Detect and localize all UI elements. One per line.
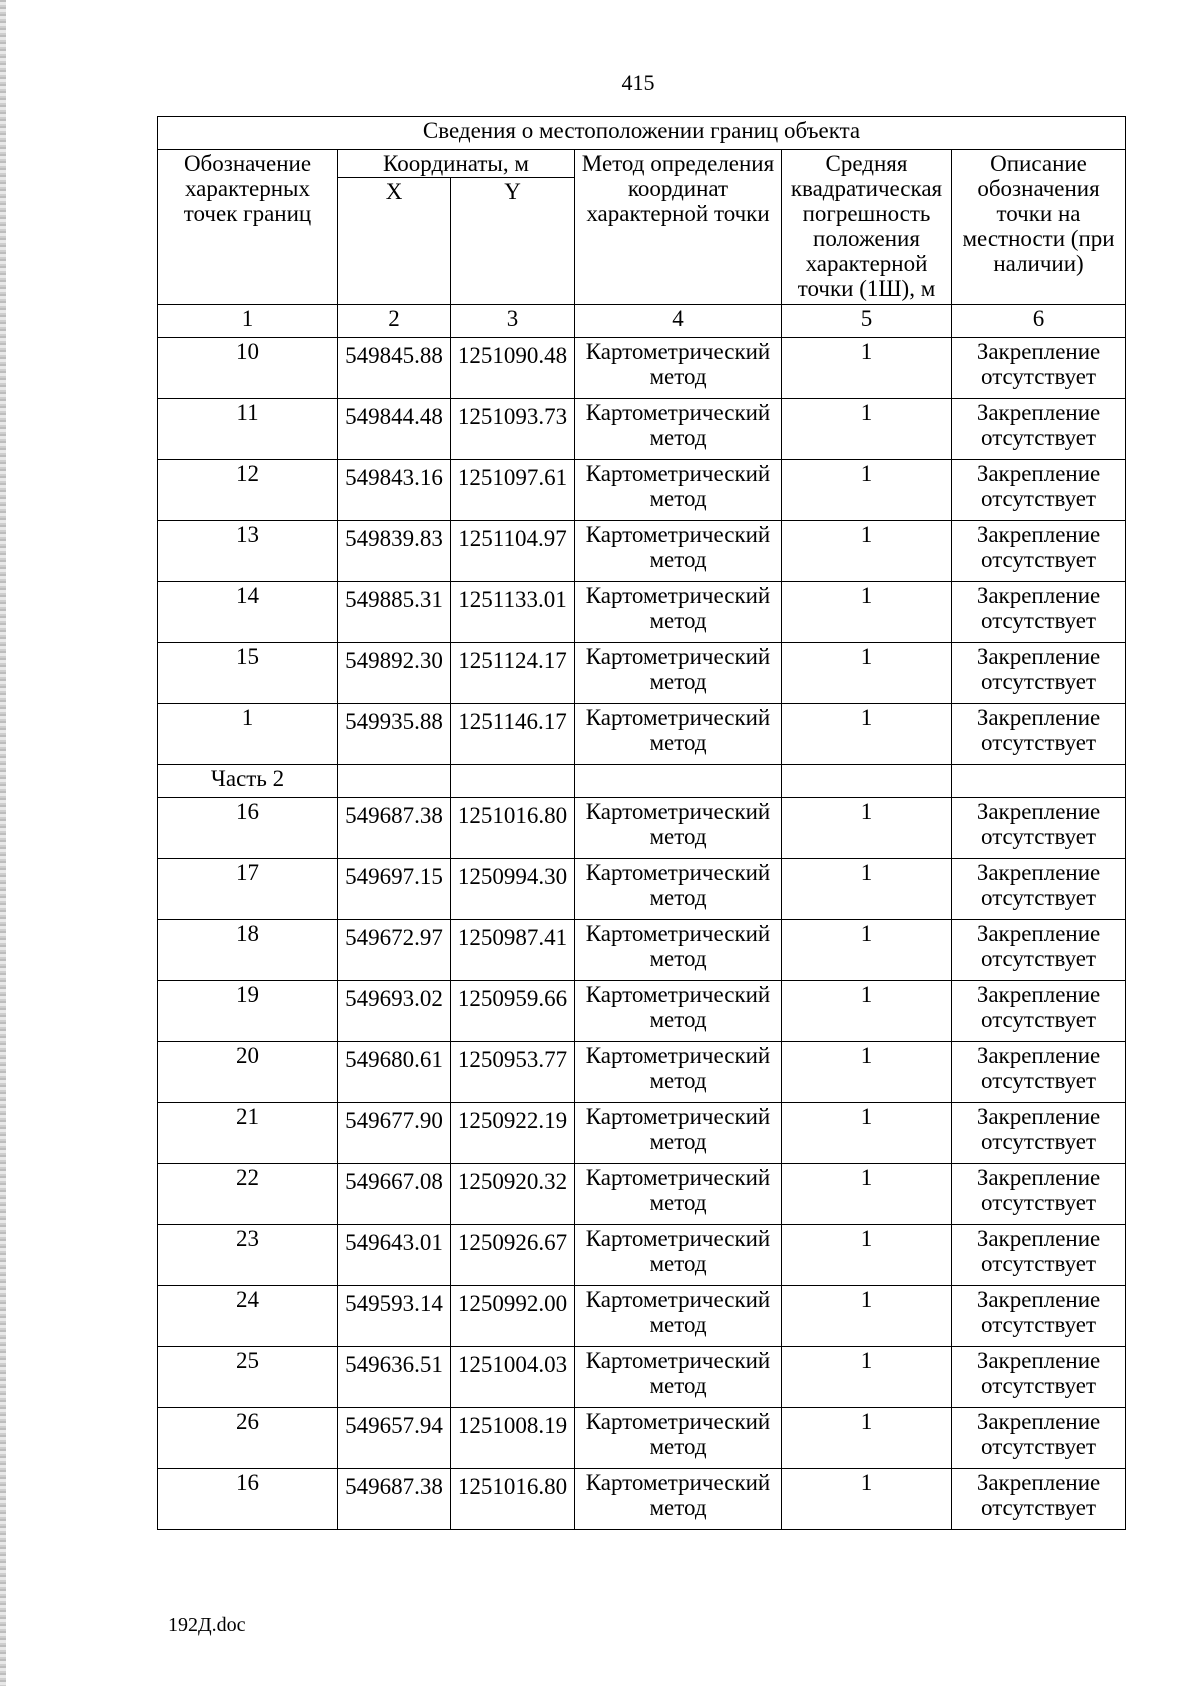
- description-cell: Закрепление отсутствует: [952, 1103, 1126, 1164]
- x-cell: 549935.88: [338, 704, 451, 765]
- table-row: [158, 399, 1126, 460]
- description-cell: Закрепление отсутствует: [952, 1225, 1126, 1286]
- error-cell: 1: [782, 920, 952, 981]
- point-cell: 22: [158, 1164, 338, 1225]
- x-cell: 549672.97: [338, 920, 451, 981]
- point-cell: 21: [158, 1103, 338, 1164]
- table-row: [158, 1286, 1126, 1347]
- column-number: 1: [158, 305, 338, 338]
- x-cell: 549687.38: [338, 798, 451, 859]
- y-cell: 1251016.80: [451, 798, 575, 859]
- point-cell: 1: [158, 704, 338, 765]
- method-cell: Картометрический метод: [575, 1042, 782, 1103]
- table-row: [158, 1347, 1126, 1408]
- boundary-coordinates-table: [157, 116, 1126, 1530]
- table-row: [158, 1225, 1126, 1286]
- point-cell: 26: [158, 1408, 338, 1469]
- point-cell: 23: [158, 1225, 338, 1286]
- table-row: [158, 1103, 1126, 1164]
- table-row: [158, 1408, 1126, 1469]
- empty-cell: [782, 765, 952, 798]
- y-cell: 1251133.01: [451, 582, 575, 643]
- y-cell: 1250992.00: [451, 1286, 575, 1347]
- header-mean-error: Средняя квадратическая погрешность положения характерной точки (1Ш), м: [782, 150, 952, 305]
- error-cell: 1: [782, 859, 952, 920]
- table-row: [158, 1042, 1126, 1103]
- x-cell: 549687.38: [338, 1469, 451, 1530]
- table-row: [158, 920, 1126, 981]
- y-cell: 1251097.61: [451, 460, 575, 521]
- x-cell: 549845.88: [338, 338, 451, 399]
- column-number: 2: [338, 305, 451, 338]
- table-row: [158, 643, 1126, 704]
- error-cell: 1: [782, 1408, 952, 1469]
- error-cell: 1: [782, 1164, 952, 1225]
- description-cell: Закрепление отсутствует: [952, 1286, 1126, 1347]
- error-cell: 1: [782, 981, 952, 1042]
- point-cell: 14: [158, 582, 338, 643]
- error-cell: 1: [782, 460, 952, 521]
- description-cell: Закрепление отсутствует: [952, 399, 1126, 460]
- column-numbers-row: [158, 305, 1126, 338]
- x-cell: 549843.16: [338, 460, 451, 521]
- error-cell: 1: [782, 399, 952, 460]
- method-cell: Картометрический метод: [575, 1103, 782, 1164]
- error-cell: 1: [782, 643, 952, 704]
- method-cell: Картометрический метод: [575, 643, 782, 704]
- point-cell: 12: [158, 460, 338, 521]
- error-cell: 1: [782, 1286, 952, 1347]
- point-cell: 16: [158, 1469, 338, 1530]
- error-cell: 1: [782, 582, 952, 643]
- description-cell: Закрепление отсутствует: [952, 704, 1126, 765]
- x-cell: 549892.30: [338, 643, 451, 704]
- method-cell: Картометрический метод: [575, 1164, 782, 1225]
- description-cell: Закрепление отсутствует: [952, 920, 1126, 981]
- point-cell: 24: [158, 1286, 338, 1347]
- x-cell: 549643.01: [338, 1225, 451, 1286]
- method-cell: Картометрический метод: [575, 920, 782, 981]
- description-cell: Закрепление отсутствует: [952, 1164, 1126, 1225]
- column-number: 6: [952, 305, 1126, 338]
- point-cell: 20: [158, 1042, 338, 1103]
- point-cell: 15: [158, 643, 338, 704]
- description-cell: Закрепление отсутствует: [952, 521, 1126, 582]
- x-cell: 549636.51: [338, 1347, 451, 1408]
- x-cell: 549697.15: [338, 859, 451, 920]
- method-cell: Картометрический метод: [575, 1347, 782, 1408]
- point-cell: 16: [158, 798, 338, 859]
- error-cell: 1: [782, 1103, 952, 1164]
- empty-cell: [575, 765, 782, 798]
- description-cell: Закрепление отсутствует: [952, 1469, 1126, 1530]
- x-cell: 549844.48: [338, 399, 451, 460]
- empty-cell: [451, 765, 575, 798]
- point-cell: 10: [158, 338, 338, 399]
- table-row: [158, 338, 1126, 399]
- method-cell: Картометрический метод: [575, 521, 782, 582]
- part-label: Часть 2: [158, 765, 338, 798]
- y-cell: 1250953.77: [451, 1042, 575, 1103]
- table-row: [158, 521, 1126, 582]
- table-row: [158, 460, 1126, 521]
- y-cell: 1250926.67: [451, 1225, 575, 1286]
- error-cell: 1: [782, 798, 952, 859]
- error-cell: 1: [782, 338, 952, 399]
- y-cell: 1250922.19: [451, 1103, 575, 1164]
- header-point-designation: Обозначение характерных точек границ: [158, 150, 338, 305]
- description-cell: Закрепление отсутствует: [952, 1042, 1126, 1103]
- description-cell: Закрепление отсутствует: [952, 460, 1126, 521]
- y-cell: 1251090.48: [451, 338, 575, 399]
- scan-edge: [0, 0, 6, 1686]
- x-cell: 549657.94: [338, 1408, 451, 1469]
- point-cell: 19: [158, 981, 338, 1042]
- method-cell: Картометрический метод: [575, 1286, 782, 1347]
- empty-cell: [338, 765, 451, 798]
- description-cell: Закрепление отсутствует: [952, 338, 1126, 399]
- point-cell: 25: [158, 1347, 338, 1408]
- column-number: 4: [575, 305, 782, 338]
- y-cell: 1251004.03: [451, 1347, 575, 1408]
- table-row: [158, 981, 1126, 1042]
- error-cell: 1: [782, 1469, 952, 1530]
- y-cell: 1251104.97: [451, 521, 575, 582]
- table-row: [158, 704, 1126, 765]
- x-cell: 549680.61: [338, 1042, 451, 1103]
- error-cell: 1: [782, 1042, 952, 1103]
- method-cell: Картометрический метод: [575, 399, 782, 460]
- table-row: [158, 859, 1126, 920]
- method-cell: Картометрический метод: [575, 460, 782, 521]
- method-cell: Картометрический метод: [575, 981, 782, 1042]
- x-cell: 549885.31: [338, 582, 451, 643]
- y-cell: 1251016.80: [451, 1469, 575, 1530]
- y-cell: 1250987.41: [451, 920, 575, 981]
- x-cell: 549593.14: [338, 1286, 451, 1347]
- y-cell: 1251093.73: [451, 399, 575, 460]
- error-cell: 1: [782, 1347, 952, 1408]
- y-cell: 1251146.17: [451, 704, 575, 765]
- header-description: Описание обозначения точки на местности (при наличии): [952, 150, 1126, 305]
- column-number: 3: [451, 305, 575, 338]
- header-coordinates: Координаты, м: [338, 150, 575, 178]
- point-cell: 13: [158, 521, 338, 582]
- point-cell: 17: [158, 859, 338, 920]
- table-title: Сведения о местоположении границ объекта: [158, 117, 1126, 150]
- empty-cell: [952, 765, 1126, 798]
- description-cell: Закрепление отсутствует: [952, 859, 1126, 920]
- error-cell: 1: [782, 521, 952, 582]
- point-cell: 11: [158, 399, 338, 460]
- table-row: [158, 798, 1126, 859]
- x-cell: 549839.83: [338, 521, 451, 582]
- header-y: Y: [451, 178, 575, 305]
- description-cell: Закрепление отсутствует: [952, 1347, 1126, 1408]
- table-row: [158, 1469, 1126, 1530]
- y-cell: 1250920.32: [451, 1164, 575, 1225]
- method-cell: Картометрический метод: [575, 1469, 782, 1530]
- method-cell: Картометрический метод: [575, 338, 782, 399]
- method-cell: Картометрический метод: [575, 704, 782, 765]
- method-cell: Картометрический метод: [575, 798, 782, 859]
- table-row: [158, 1164, 1126, 1225]
- description-cell: Закрепление отсутствует: [952, 643, 1126, 704]
- description-cell: Закрепление отсутствует: [952, 582, 1126, 643]
- point-cell: 18: [158, 920, 338, 981]
- method-cell: Картометрический метод: [575, 1408, 782, 1469]
- header-method: Метод определения координат характерной точки: [575, 150, 782, 305]
- description-cell: Закрепление отсутствует: [952, 798, 1126, 859]
- footer-filename: 192Д.doc: [168, 1614, 246, 1636]
- description-cell: Закрепление отсутствует: [952, 1408, 1126, 1469]
- page-number: 415: [621, 70, 655, 95]
- x-cell: 549693.02: [338, 981, 451, 1042]
- y-cell: 1250959.66: [451, 981, 575, 1042]
- y-cell: 1251124.17: [451, 643, 575, 704]
- y-cell: 1251008.19: [451, 1408, 575, 1469]
- table-row: [158, 582, 1126, 643]
- method-cell: Картометрический метод: [575, 582, 782, 643]
- method-cell: Картометрический метод: [575, 859, 782, 920]
- error-cell: 1: [782, 1225, 952, 1286]
- description-cell: Закрепление отсутствует: [952, 981, 1126, 1042]
- header-x: X: [338, 178, 451, 305]
- y-cell: 1250994.30: [451, 859, 575, 920]
- x-cell: 549677.90: [338, 1103, 451, 1164]
- method-cell: Картометрический метод: [575, 1225, 782, 1286]
- error-cell: 1: [782, 704, 952, 765]
- part-row: [158, 765, 1126, 798]
- x-cell: 549667.08: [338, 1164, 451, 1225]
- column-number: 5: [782, 305, 952, 338]
